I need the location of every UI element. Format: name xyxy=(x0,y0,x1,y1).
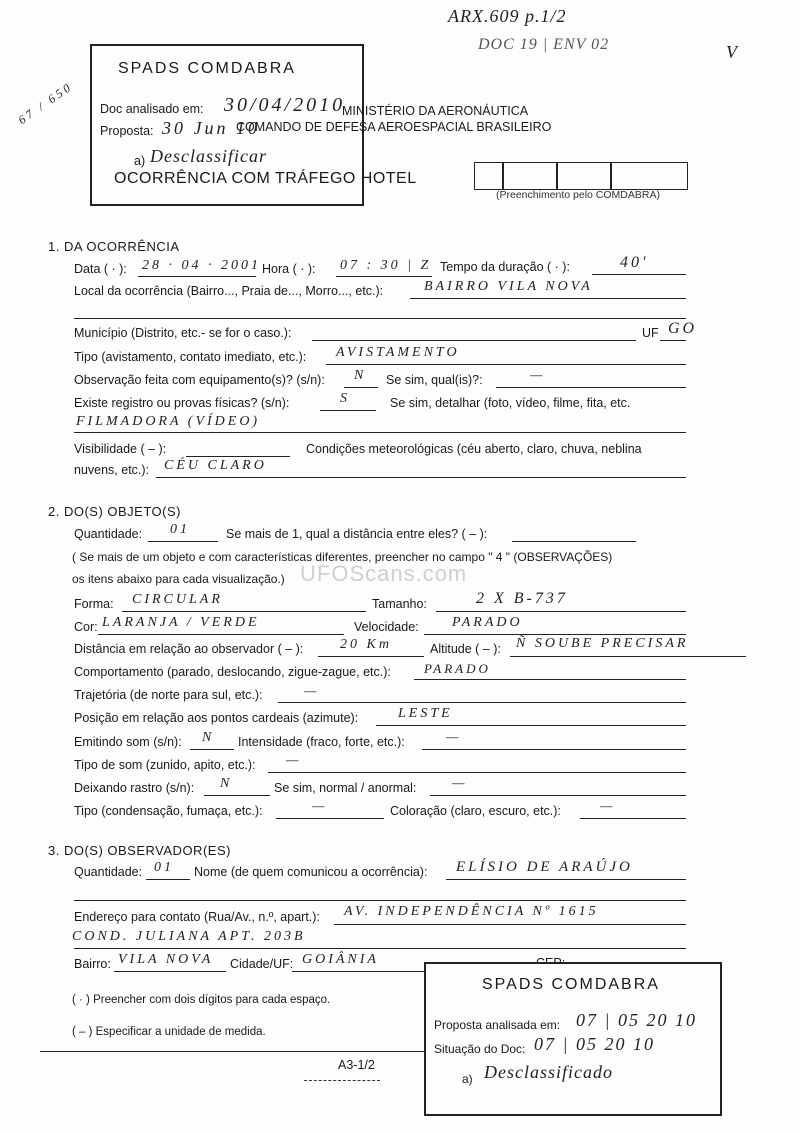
date-value: 28 · 04 · 2001 xyxy=(142,258,261,273)
size-value: 2 X B-737 xyxy=(476,590,568,607)
trajectory-label: Trajetória (de norte para sul, etc.): xyxy=(74,688,263,702)
location-value: BAIRRO VILA NOVA xyxy=(424,279,593,294)
trail-label: Deixando rastro (s/n): xyxy=(74,781,195,795)
time-label: Hora ( · ): xyxy=(262,262,316,276)
doc-status-date: 07 | 05 20 10 xyxy=(534,1034,655,1054)
altitude-value: Ñ SOUBE PRECISAR xyxy=(516,636,689,651)
behavior-label: Comportamento (parado, deslocando, zigue-zague, etc.): xyxy=(74,665,391,679)
doc-status-label: Situação do Doc: xyxy=(434,1042,526,1056)
note-fill-digits: ( · ) Preencher com dois dígitos para cada espaço. xyxy=(72,994,331,1006)
section-2-heading: 2. DO(S) OBJETO(S) xyxy=(48,504,181,519)
stamp-signature: Desclassificar xyxy=(150,146,267,166)
observer-distance-value: 20 Km xyxy=(340,637,392,652)
fill-note: (Preenchimento pelo COMDABRA) xyxy=(496,189,660,201)
equipment-which-label: Se sim, qual(is)?: xyxy=(386,373,483,387)
azimuth-label: Posição em relação aos pontos cardeais (azimute): xyxy=(74,711,359,725)
speed-label: Velocidade: xyxy=(354,620,419,634)
proposal-date: 30 Jun 10 xyxy=(162,118,260,138)
comdabra-box-2 xyxy=(502,162,558,190)
trajectory-value: — xyxy=(304,684,320,699)
watermark: UFOScans.com xyxy=(300,561,468,586)
equipment-label: Observação feita com equipamento(s)? (s/n): xyxy=(74,373,325,387)
shape-value: CIRCULAR xyxy=(132,592,223,607)
duration-value: 40' xyxy=(620,254,649,271)
physical-evidence-value: S xyxy=(340,391,350,406)
address-label: Endereço para contato (Rua/Av., n.º, apart.): xyxy=(74,910,320,924)
color-label: Cor: xyxy=(74,620,98,634)
check-mark: V xyxy=(726,42,740,62)
note-units: ( – ) Especificar a unidade de medida. xyxy=(72,1026,266,1038)
doc-analyzed-label: Doc analisado em: xyxy=(100,102,204,116)
shape-label: Forma: xyxy=(74,597,114,611)
object-quantity-label: Quantidade: xyxy=(74,527,143,541)
address-value-2: COND. JULIANA APT. 203B xyxy=(72,929,306,944)
city-label: Cidade/UF: xyxy=(230,957,294,971)
size-label: Tamanho: xyxy=(372,597,427,611)
proposal-label: Proposta: xyxy=(100,124,154,138)
coloration-label: Coloração (claro, escuro, etc.): xyxy=(390,804,561,818)
time-value: 07 : 30 | Z xyxy=(340,258,432,273)
distance-between-label: Se mais de 1, qual a distância entre eles? ( – ): xyxy=(226,527,488,541)
city-value: GOIÂNIA xyxy=(302,952,379,967)
location-label: Local da ocorrência (Bairro..., Praia de..., Morro..., etc.): xyxy=(74,284,384,298)
bottom-stamp-signature: Desclassificado xyxy=(484,1062,613,1082)
sound-label: Emitindo som (s/n): xyxy=(74,735,182,749)
weather-label: Condições meteorológicas (céu aberto, claro, chuva, neblina xyxy=(306,442,642,456)
bottom-stamp-title: SPADS COMDABRA xyxy=(482,976,660,993)
district-value: VILA NOVA xyxy=(118,952,214,967)
address-value: AV. INDEPENDÊNCIA Nº 1615 xyxy=(344,904,599,919)
command-name: COMANDO DE DEFESA AEROESPACIAL BRASILEIRO xyxy=(236,120,552,134)
sound-type-label: Tipo de som (zunido, apito, etc.): xyxy=(74,758,256,772)
type-label: Tipo (avistamento, contato imediato, etc.): xyxy=(74,350,307,364)
uf-value: GO xyxy=(668,320,698,337)
bottom-stamp xyxy=(424,962,722,1116)
proposal-analyzed-date: 07 | 05 20 10 xyxy=(576,1010,697,1030)
proposal-analyzed-label: Proposta analisada em: xyxy=(434,1018,561,1032)
trail-value: N xyxy=(220,776,233,791)
clouds-label: nuvens, etc.): xyxy=(74,463,150,477)
comdabra-box-1 xyxy=(474,162,504,190)
comdabra-box-4 xyxy=(610,162,688,190)
intensity-value: — xyxy=(446,730,462,745)
altitude-label: Altitude ( – ): xyxy=(430,642,501,656)
uf-label: UF xyxy=(642,326,659,340)
observer-name-value: ELÍSIO DE ARAÚJO xyxy=(456,859,633,875)
sound-type-value: — xyxy=(286,753,302,768)
physical-evidence-label: Existe registro ou provas físicas? (s/n): xyxy=(74,396,290,410)
stamp-a-label: a) xyxy=(134,154,146,168)
margin-annotation: 67 / 650 xyxy=(15,79,76,127)
ministry-name: MINISTÉRIO DA AERONÁUTICA xyxy=(342,104,529,118)
trail-normal-value: — xyxy=(452,776,468,791)
comdabra-box-3 xyxy=(556,162,612,190)
instruction-line-2: os itens abaixo para cada visualização.) xyxy=(72,572,285,586)
sound-value: N xyxy=(202,730,215,745)
behavior-value: PARADO xyxy=(424,661,491,676)
trail-type-value: — xyxy=(312,799,328,814)
trail-normal-label: Se sim, normal / anormal: xyxy=(274,781,417,795)
object-quantity-value: 01 xyxy=(170,522,190,537)
section-1-heading: 1. DA OCORRÊNCIA xyxy=(48,239,180,254)
observer-distance-label: Distância em relação ao observador ( – ): xyxy=(74,642,304,656)
evidence-detail-label: Se sim, detalhar (foto, vídeo, filme, fita, etc. xyxy=(390,396,631,410)
intensity-label: Intensidade (fraco, forte, etc.): xyxy=(238,735,405,749)
date-label: Data ( · ): xyxy=(74,262,127,276)
section-3-heading: 3. DO(S) OBSERVADOR(ES) xyxy=(48,843,231,858)
top-stamp-title: SPADS COMDABRA xyxy=(118,60,296,77)
azimuth-value: LESTE xyxy=(398,706,453,721)
observer-quantity-value: 01 xyxy=(154,860,174,875)
footer-dash-line xyxy=(304,1080,380,1081)
equipment-value: N xyxy=(354,368,367,383)
municipality-label: Município (Distrito, etc.- se for o caso.): xyxy=(74,326,292,340)
visibility-label: Visibilidade ( – ): xyxy=(74,442,167,456)
observer-quantity-label: Quantidade: xyxy=(74,865,143,879)
equipment-which-value: — xyxy=(530,368,546,383)
coloration-value: — xyxy=(600,799,616,814)
type-value: AVISTAMENTO xyxy=(336,345,460,360)
color-value: LARANJA / VERDE xyxy=(102,615,260,630)
evidence-detail-value: FILMADORA (VÍDEO) xyxy=(76,414,261,429)
page-code: A3-1/2 xyxy=(338,1058,375,1072)
observer-name-label: Nome (de quem comunicou a ocorrência): xyxy=(194,865,428,879)
form-title: OCORRÊNCIA COM TRÁFEGO HOTEL xyxy=(114,170,417,187)
duration-label: Tempo da duração ( · ): xyxy=(440,260,570,274)
instruction-line-1: ( Se mais de um objeto e com características diferentes, preencher no campo " 4 " (OBSERVAÇÕES) xyxy=(72,550,613,564)
doc-analyzed-date: 30/04/2010 xyxy=(224,94,346,116)
district-label: Bairro: xyxy=(74,957,111,971)
trail-type-label: Tipo (condensação, fumaça, etc.): xyxy=(74,804,263,818)
clouds-value: CÉU CLARO xyxy=(164,458,267,473)
bottom-stamp-a-label: a) xyxy=(462,1072,473,1086)
speed-value: PARADO xyxy=(452,615,523,630)
archive-reference: ARX.609 p.1/2 xyxy=(448,6,567,26)
doc-env-reference: DOC 19 | ENV 02 xyxy=(478,36,610,53)
